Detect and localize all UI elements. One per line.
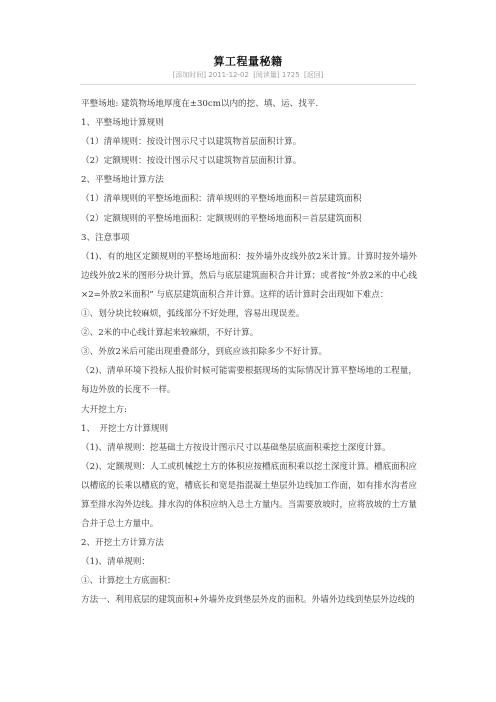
paragraph: （2）定额规则：按设计图示尺寸以建筑物首层面积计算。 <box>81 156 302 167</box>
paragraph: （2)、定额规则：人工或机械挖土方的体积应按槽底面积乘以挖土深度计算。槽底面积应以槽底的长乘以槽底的宽，槽底长和宽是指混凝土垫层外边线加工作面，如有排水沟者应算至排水沟外边线。排水沟的体积应纳入总土方量内。当需要放坡时，应将放坡的土方量合并于总土方量中。 <box>81 461 417 530</box>
paragraph: 2、平整场地计算方法 <box>81 175 164 186</box>
article-body <box>81 95 417 611</box>
paragraph: ①、划分块比较麻烦，弧线部分不好处理，容易出现误差。 <box>81 309 305 320</box>
paragraph: 2、开挖土方计算方法 <box>81 538 164 549</box>
paragraph: ②、2米的中心线计算起来较麻烦，不好计算。 <box>81 328 259 339</box>
paragraph: ①、计算挖土方底面积： <box>81 576 176 587</box>
paragraph: （1）清单规则的平整场地面积：清单规则的平整场地面积＝首层建筑面积 <box>81 194 362 205</box>
paragraph: ③、外放2米后可能出现重叠部分，到底应该扣除多少不好计算。 <box>81 347 328 358</box>
paragraph: 1、 开挖土方计算规则 <box>81 423 169 434</box>
paragraph: 平整场地: 建筑物场地厚度在±30cm以内的挖、填、运、找平. <box>81 99 319 109</box>
view-count: [阅读量] 1725 <box>253 71 300 79</box>
title-divider <box>80 84 416 85</box>
meta-line <box>0 70 496 80</box>
paragraph: 1、平整场地计算规则 <box>81 118 164 129</box>
paragraph: （1）清单规则：按设计图示尺寸以建筑物首层面积计算。 <box>81 137 302 148</box>
page-title: 算工程量秘籍 <box>213 55 283 68</box>
added-time: [添加时间] 2011-12-02 <box>172 71 249 79</box>
paragraph: 方法一、利用底层的建筑面积+外墙外皮到垫层外皮的面积。外墙外边线到垫层外边线的 <box>81 595 415 606</box>
back-link[interactable]: [返回] <box>303 71 324 79</box>
paragraph: （1)、有的地区定额规则的平整场地面积：按外墙外皮线外放2米计算。计算时按外墙外边线外放2米的图形分块计算，然后与底层建筑面积合并计算；或者按“外放2米的中心线×2=外放2米面积” 与底层建筑面积合并计算。这样的话计算时会出现如下难点： <box>81 251 417 300</box>
paragraph: （2)、清单环境下投标人报价时候可能需要根据现场的实际情况计算平整场地的工程量，每边外放的长度不一样。 <box>81 366 417 396</box>
paragraph: 3、注意事项 <box>81 232 130 243</box>
paragraph: （1)、清单规则： <box>81 557 150 568</box>
paragraph: （2）定额规则的平整场地面积：定额规则的平整场地面积＝首层建筑面积 <box>81 213 362 224</box>
paragraph: （1)、清单规则：挖基础土方按设计图示尺寸以基础垫层底面积乘挖土深度计算。 <box>81 442 391 453</box>
paragraph: 大开挖土方: <box>81 404 127 415</box>
